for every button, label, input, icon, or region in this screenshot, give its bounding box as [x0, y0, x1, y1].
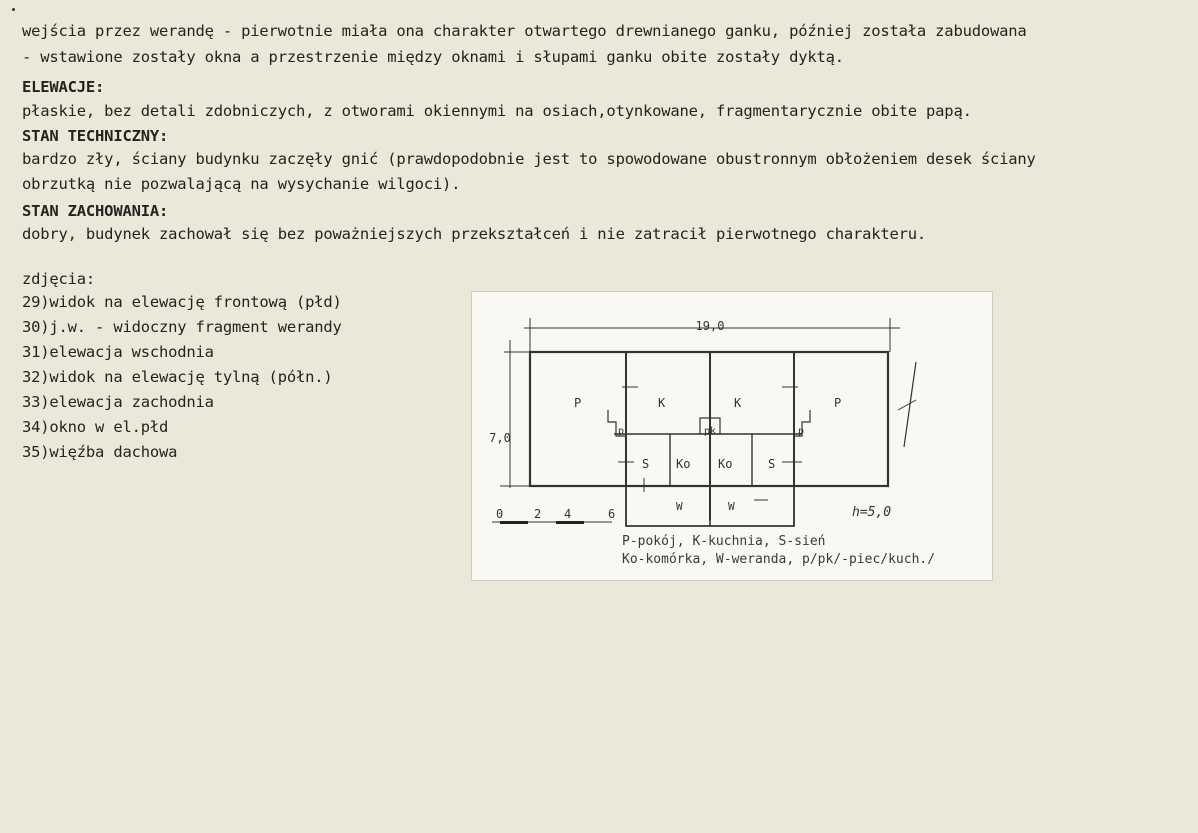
elewacje-text: płaskie, bez detali zdobniczych, z otworami okiennymi na osiach,otynkowane, fragmentarycznie obite papą.	[22, 102, 972, 120]
room-label: W	[676, 500, 683, 513]
room-label: P	[574, 396, 582, 410]
stan-techniczny-line-2: obrzutką nie pozwalającą na wysychanie wilgoci).	[22, 175, 461, 193]
elewacje-header: ELEWACJE:	[22, 78, 105, 96]
scale-label: 4	[564, 507, 572, 521]
zdjecia-item: 30)j.w. - widoczny fragment werandy	[22, 318, 342, 336]
stan-zachowania-text: dobry, budynek zachował się bez poważniejszych przekształceń i nie zatracił pierwotnego charakteru.	[22, 225, 927, 243]
zdjecia-item: 31)elewacja wschodnia	[22, 343, 214, 361]
room-label: pk	[704, 426, 717, 437]
floor-plan-card	[471, 291, 993, 581]
room-label: K	[734, 396, 742, 410]
legend-line-2: Ko-komórka, W-weranda, p/pk/-piec/kuch./	[622, 552, 936, 567]
height-label: h=5,0	[852, 505, 892, 520]
room-label: S	[768, 457, 776, 471]
room-label: S	[642, 457, 650, 471]
room-label: Ko	[676, 457, 691, 471]
scale-label: 0	[496, 507, 504, 521]
zdjecia-header: zdjęcia:	[22, 270, 96, 288]
depth-dimension-label: 7,0	[489, 431, 511, 445]
zdjecia-item: 32)widok na elewację tylną (półn.)	[22, 368, 333, 386]
legend-line-1: P-pokój, K-kuchnia, S-sień	[622, 534, 826, 549]
scale-label: 6	[608, 507, 616, 521]
zdjecia-item: 29)widok na elewację frontową (płd)	[22, 293, 342, 311]
room-label: Ko	[718, 457, 733, 471]
room-label: p	[618, 426, 625, 437]
room-label: W	[728, 500, 735, 513]
dot-mark	[12, 8, 15, 11]
scale-label: 2	[534, 507, 542, 521]
stan-techniczny-header: STAN TECHNICZNY:	[22, 127, 169, 145]
stan-zachowania-header: STAN ZACHOWANIA:	[22, 202, 169, 220]
room-label: p	[798, 426, 805, 437]
zdjecia-item: 35)więźba dachowa	[22, 443, 178, 461]
width-dimension-label: 19,0	[695, 319, 725, 333]
text-line-1: wejścia przez werandę - pierwotnie miała ona charakter otwartego drewnianego ganku, później została zabudowana	[22, 22, 1027, 40]
stan-techniczny-line-1: bardzo zły, ściany budynku zaczęły gnić (prawdopodobnie jest to spowodowane obustronnym obłożeniem desek ściany	[22, 150, 1036, 168]
zdjecia-item: 34)okno w el.płd	[22, 418, 169, 436]
zdjecia-item: 33)elewacja zachodnia	[22, 393, 214, 411]
text-line-2: - wstawione zostały okna a przestrzenie między oknami i słupami ganku obite zostały dyktą.	[22, 48, 844, 66]
room-label: K	[658, 396, 666, 410]
room-label: P	[834, 396, 842, 410]
